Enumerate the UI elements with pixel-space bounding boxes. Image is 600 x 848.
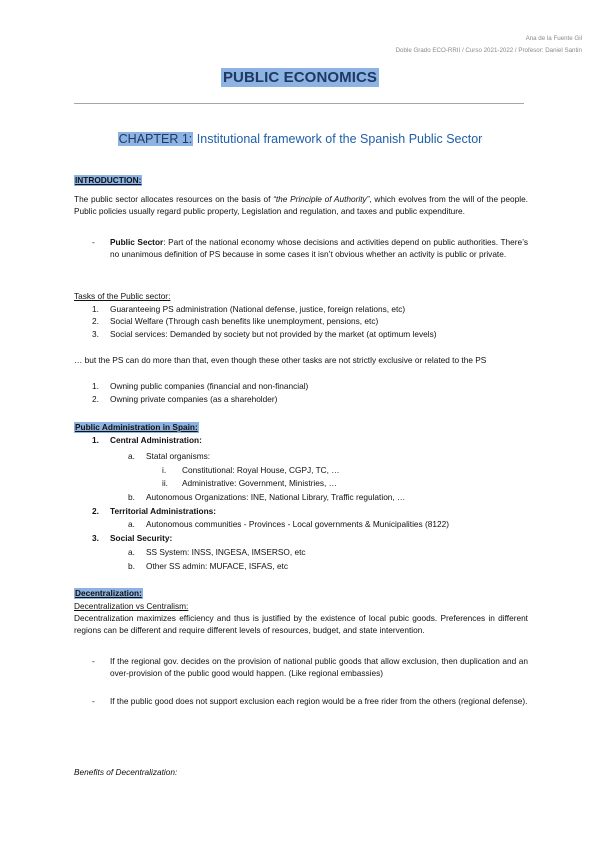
intro-bullet-text: : Part of the national economy whose decisions and activities depend on public authorities. There’s no unanimous definition of PS because in some cases it isn’t obvious whether an activity is public or private. (110, 237, 529, 259)
intro-quote: “the Principle of Authority” (273, 194, 370, 204)
list-item-text: Administrative: Government, Ministries, … (182, 478, 337, 488)
admin-territorial (92, 506, 216, 517)
chapter-title: Institutional framework of the Spanish Public Sector (196, 132, 483, 146)
list-marker: a. (128, 451, 135, 461)
list-item-text: Owning public companies (financial and non-financial) (110, 381, 309, 391)
page-title: PUBLIC ECONOMICS (222, 69, 378, 86)
list-item (92, 316, 378, 327)
intro-bullet-label: Public Sector (110, 237, 164, 247)
list-marker: 1. (92, 381, 99, 391)
list-marker: 3. (92, 329, 99, 339)
list-item-text: SS System: INSS, INGESA, IMSERSO, etc (146, 547, 306, 557)
list-marker: b. (128, 492, 135, 502)
list-marker: 1. (92, 304, 99, 314)
benefits-heading: Benefits of Decentralization: (74, 767, 178, 777)
list-item-text: Social Welfare (Through cash benefits like unemployment, pensions, etc) (110, 316, 379, 326)
list-item-text: Social Security: (110, 533, 173, 543)
admin-communities (128, 519, 449, 530)
list-marker: 2. (92, 316, 99, 326)
header-course: Doble Grado ECO-RRII / Curso 2021-2022 / Profesor: Daniel Santin (395, 47, 582, 54)
list-marker: 2. (92, 506, 99, 516)
decentralization-bullet: If the regional gov. decides on the provision of national public goods that allow exclusion, then duplication and an over-provision of the public good would happen. (Like regional embassies) (110, 656, 528, 678)
list-marker: a. (128, 519, 135, 529)
admin-ss-other (128, 561, 288, 572)
list-marker: b. (128, 561, 135, 571)
list-item-text: Central Administration: (110, 435, 202, 445)
list-marker: 1. (92, 435, 99, 445)
list-item (92, 381, 308, 392)
list-item-text: Autonomous Organizations: INE, National Library, Traffic regulation, … (146, 492, 406, 502)
list-item-text: Autonomous communities - Provinces - Local governments & Municipalities (8122) (146, 519, 449, 529)
decentralization-heading: Decentralization: (75, 588, 142, 598)
list-item-text: Constitutional: Royal House, CGPJ, TC, … (182, 465, 340, 475)
decentralization-bullet-dash: - (92, 696, 95, 706)
list-item-text: Territorial Administrations: (110, 506, 217, 516)
admin-ss-system (128, 547, 306, 558)
intro-bullet-dash: - (92, 237, 95, 247)
title-divider (74, 103, 524, 104)
intro-text-2: , which evolves from the will of the people. Public policies usually regard public property, Legislation and regulation, and taxes and public expenditure. (74, 194, 528, 216)
admin-autonomous-orgs (128, 492, 405, 503)
list-item-text: Owning private companies (as a shareholder) (110, 394, 278, 404)
list-item-text: Social services: Demanded by society but not provided by the market (at optimum levels) (110, 329, 437, 339)
admin-administrative (162, 478, 337, 489)
decentralization-paragraph: Decentralization maximizes efficiency and thus is justified by the existence of local pubic goods. Preferences in different regions can be different and require different levels of resources, budget, and state intervention. (74, 613, 528, 635)
list-marker: 3. (92, 533, 99, 543)
decentralization-bullet: If the public good does not support exclusion each region would be a free rider from the others (regional defense). (110, 696, 528, 706)
tasks-more-paragraph: … but the PS can do more than that, even though these other tasks are not strictly exclusive or related to the PS (74, 355, 487, 365)
chapter-tag: CHAPTER 1: (118, 132, 193, 146)
intro-paragraph (74, 194, 528, 217)
list-item-text: Other SS admin: MUFACE, ISFAS, etc (146, 561, 289, 571)
list-item (92, 304, 405, 315)
admin-constitutional (162, 465, 340, 476)
list-item (92, 329, 437, 340)
list-marker: 2. (92, 394, 99, 404)
intro-text-1: The public sector allocates resources on the basis of (74, 194, 274, 204)
title-block (0, 68, 600, 87)
list-marker: a. (128, 547, 135, 557)
header-author: Ana de la Fuente Gil (525, 35, 582, 42)
list-marker: ii. (162, 478, 168, 488)
chapter-heading (0, 132, 600, 146)
tasks-heading: Tasks of the Public sector: (74, 291, 171, 301)
list-marker: i. (162, 465, 167, 475)
list-item-text: Statal organisms: (146, 451, 211, 461)
admin-social (92, 533, 172, 544)
admin-heading: Public Administration in Spain: (75, 422, 198, 432)
admin-central (92, 435, 202, 446)
decentralization-bullet-dash: - (92, 656, 95, 666)
decentralization-subheading: Decentralization vs Centralism: (74, 601, 189, 611)
intro-bullet (110, 237, 528, 260)
intro-heading: INTRODUCTION: (75, 175, 142, 185)
list-item-text: Guaranteeing PS administration (National defense, justice, foreign relations, etc) (110, 304, 406, 314)
admin-statal (128, 451, 210, 462)
list-item (92, 394, 277, 405)
